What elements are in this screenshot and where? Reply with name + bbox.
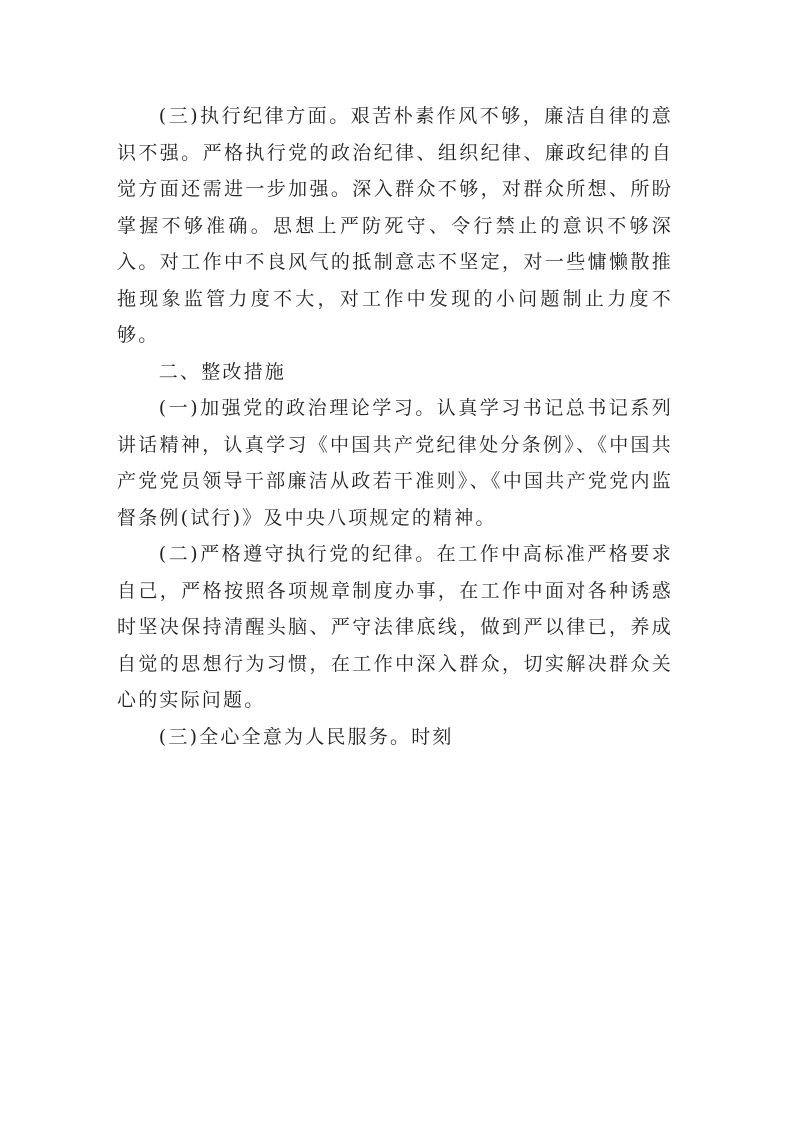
section-heading-rectification: 二、整改措施: [158, 360, 286, 383]
paragraph-discipline-issues: (三)执行纪律方面。艰苦朴素作风不够，廉洁自律的意识不强。严格执行党的政治纪律、组织纪律、廉政纪律的自觉方面还需进一步加强。深入群众不够，对群众所想、所盼掌握不够准确。思想上严防死守、令行禁止的意识不够深入。对工作中不良风气的抵制意志不坚定，对一些慵懒散推拖现象监管力度不大，对工作中发现的小问题制止力度不够。: [117, 105, 673, 346]
document-body: [117, 98, 673, 755]
paragraph-party-discipline: (二)严格遵守执行党的纪律。在工作中高标准严格要求自己，严格按照各项规章制度办事，在工作中面对各种诱惑时坚决保持清醒头脑、严守法律底线，做到严以律已，养成自觉的思想行为习惯，在工作中深入群众，切实解决群众关心的实际问题。: [117, 543, 673, 711]
paragraph-serve-people: (三)全心全意为人民服务。时刻: [158, 725, 454, 748]
paragraph-political-study: (一)加强党的政治理论学习。认真学习书记总书记系列讲话精神，认真学习《中国共产党纪律处分条例》、《中国共产党党员领导干部廉洁从政若干准则》、《中国共产党党内监督条例(试行)》及中央八项规定的精神。: [117, 397, 673, 529]
